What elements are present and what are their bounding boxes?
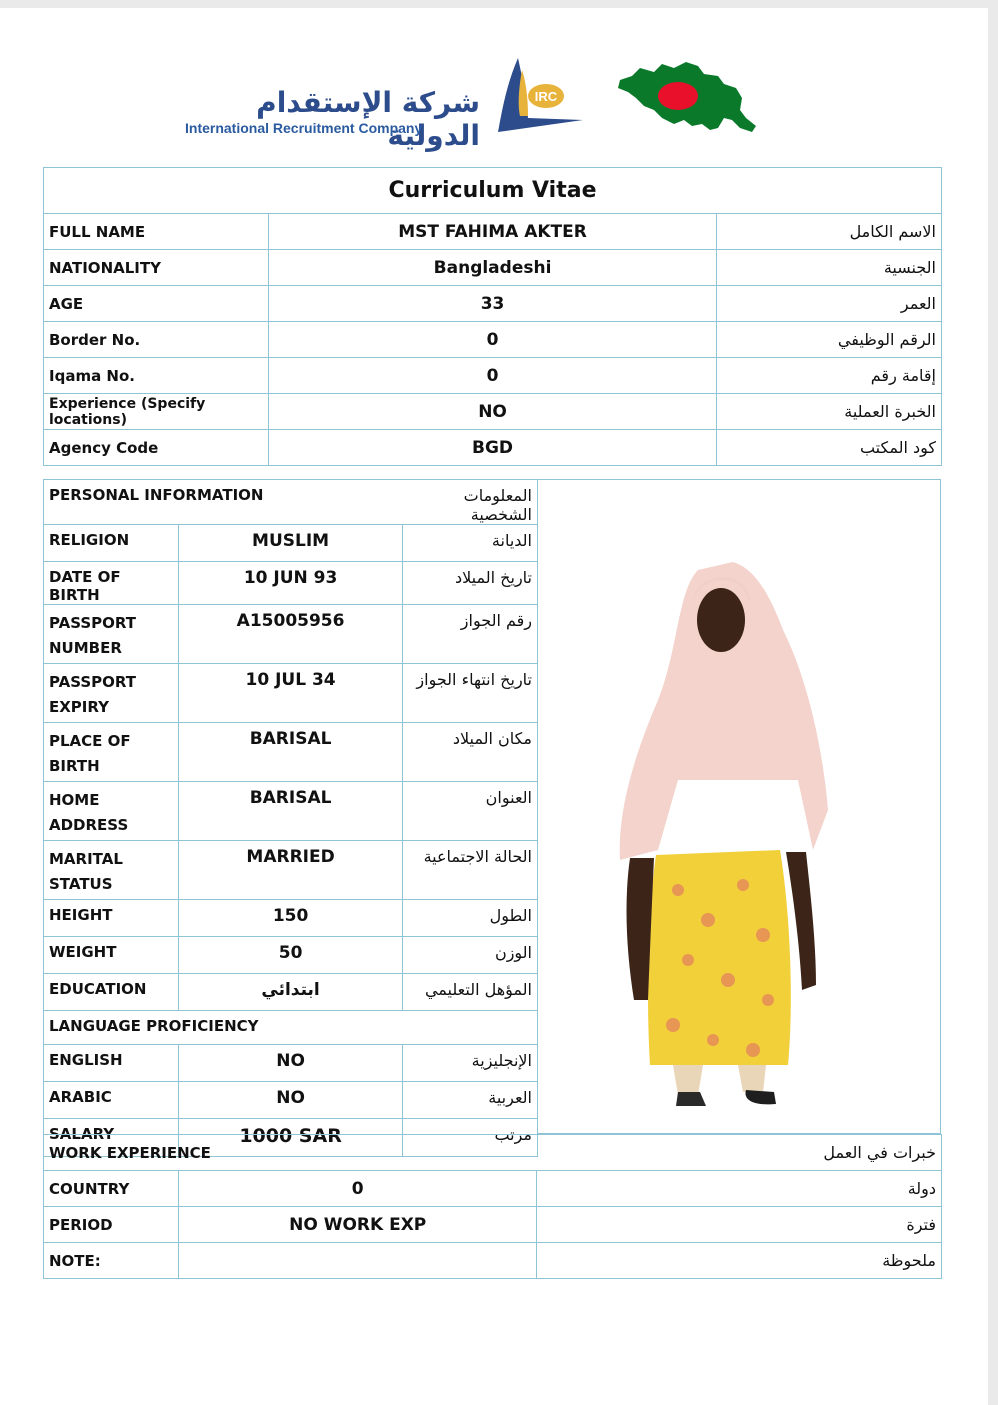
table-row (44, 394, 942, 430)
row-label-arabic: مكان الميلاد (403, 723, 538, 782)
row-label: PASSPORT NUMBER (44, 605, 179, 664)
table-row (44, 974, 538, 1011)
table-row (44, 214, 942, 250)
row-value: 0 (268, 322, 716, 358)
bangladesh-map-flag-icon (614, 58, 764, 138)
row-value: A15005956 (178, 605, 402, 664)
row-label: Agency Code (44, 430, 269, 466)
row-label: PLACE OF BIRTH (44, 723, 179, 782)
row-label-arabic: العمر (717, 286, 942, 322)
row-value: MST FAHIMA AKTER (268, 214, 716, 250)
row-label: PASSPORT EXPIRY (44, 664, 179, 723)
company-logo (180, 56, 600, 152)
table-row (44, 250, 942, 286)
row-label-arabic: العنوان (403, 782, 538, 841)
row-label-arabic: مرتب (403, 1119, 538, 1157)
row-value (178, 1243, 537, 1279)
row-label: PERIOD (44, 1207, 179, 1243)
row-label: EDUCATION (44, 974, 179, 1011)
row-label-arabic: دولة (537, 1171, 942, 1207)
row-value: 150 (178, 900, 402, 937)
candidate-photo-image (538, 480, 940, 1134)
row-value: NO WORK EXP (178, 1207, 537, 1243)
row-label-arabic: ملحوظة (537, 1243, 942, 1279)
row-value: 33 (268, 286, 716, 322)
row-value: 1000 SAR (178, 1119, 402, 1157)
row-value: ابتدائي (178, 974, 402, 1011)
table-row (44, 723, 538, 782)
row-label: DATE OF BIRTH (44, 562, 179, 605)
row-label: NATIONALITY (44, 250, 269, 286)
table-row (44, 286, 942, 322)
row-value: NO (178, 1045, 402, 1082)
table-row (44, 430, 942, 466)
row-value: 10 JUN 93 (178, 562, 402, 605)
cv-title: Curriculum Vitae (44, 168, 942, 214)
row-label-arabic: الإنجليزية (403, 1045, 538, 1082)
row-label: Border No. (44, 322, 269, 358)
table-row (44, 1207, 942, 1243)
personal-info-heading: PERSONAL INFORMATION (44, 480, 403, 525)
row-value: BGD (268, 430, 716, 466)
personal-info-heading-arabic: المعلومات الشخصية (403, 480, 538, 525)
row-value: Bangladeshi (268, 250, 716, 286)
row-label-arabic: الحالة الاجتماعية (403, 841, 538, 900)
row-label-arabic: الخبرة العملية (717, 394, 942, 430)
row-label-arabic: الوزن (403, 937, 538, 974)
row-label-arabic: المؤهل التعليمي (403, 974, 538, 1011)
row-label-arabic: إقامة رقم (717, 358, 942, 394)
work-experience-heading: WORK EXPERIENCE (44, 1135, 537, 1171)
table-row (44, 841, 538, 900)
row-label-arabic: فترة (537, 1207, 942, 1243)
row-label-arabic: الجنسية (717, 250, 942, 286)
row-label: COUNTRY (44, 1171, 179, 1207)
row-value: 0 (268, 358, 716, 394)
table-row (44, 782, 538, 841)
row-label-arabic: الطول (403, 900, 538, 937)
row-label-arabic: الديانة (403, 525, 538, 562)
table-row (44, 1171, 942, 1207)
table-row (44, 605, 538, 664)
cv-page (0, 8, 988, 1405)
row-label-arabic: كود المكتب (717, 430, 942, 466)
work-experience-table (43, 1134, 942, 1279)
row-label: NOTE: (44, 1243, 179, 1279)
candidate-photo (538, 479, 941, 1134)
row-value: NO (178, 1082, 402, 1119)
row-label: ARABIC (44, 1082, 179, 1119)
row-label: ENGLISH (44, 1045, 179, 1082)
row-label-arabic: الاسم الكامل (717, 214, 942, 250)
table-row (44, 900, 538, 937)
row-label: SALARY (44, 1119, 179, 1157)
table-row (44, 937, 538, 974)
personal-info-table (43, 479, 538, 1157)
company-name-arabic: شركة الإستقدام الدولية (256, 86, 480, 152)
row-value: MUSLIM (178, 525, 402, 562)
row-value: NO (268, 394, 716, 430)
irc-badge-text: IRC (534, 89, 558, 104)
row-value: MARRIED (178, 841, 402, 900)
table-row (44, 1243, 942, 1279)
row-label: MARITAL STATUS (44, 841, 179, 900)
table-row (44, 1082, 538, 1119)
row-label: FULL NAME (44, 214, 269, 250)
language-proficiency-heading: LANGUAGE PROFICIENCY (44, 1011, 538, 1045)
row-value: BARISAL (178, 782, 402, 841)
row-label-arabic: رقم الجواز (403, 605, 538, 664)
row-label: AGE (44, 286, 269, 322)
row-label: WEIGHT (44, 937, 179, 974)
row-value: 50 (178, 937, 402, 974)
table-row (44, 322, 942, 358)
row-label: RELIGION (44, 525, 179, 562)
irc-sail-icon (488, 56, 588, 136)
row-label-arabic: تاريخ الميلاد (403, 562, 538, 605)
work-experience-heading-arabic: خبرات في العمل (537, 1135, 942, 1171)
row-value: BARISAL (178, 723, 402, 782)
row-value: 0 (178, 1171, 537, 1207)
table-row (44, 664, 538, 723)
cv-summary-table (43, 167, 942, 466)
row-label-arabic: الرقم الوظيفي (717, 322, 942, 358)
row-label: Iqama No. (44, 358, 269, 394)
table-row (44, 1045, 538, 1082)
row-label-arabic: العربية (403, 1082, 538, 1119)
table-row (44, 525, 538, 562)
row-label: Experience (Specify locations) (44, 394, 269, 430)
row-label-arabic: تاريخ انتهاء الجواز (403, 664, 538, 723)
table-row (44, 358, 942, 394)
row-label: HEIGHT (44, 900, 179, 937)
company-name-english: International Recruitment Company (185, 120, 423, 136)
row-value: 10 JUL 34 (178, 664, 402, 723)
table-row (44, 562, 538, 605)
row-label: HOME ADDRESS (44, 782, 179, 841)
